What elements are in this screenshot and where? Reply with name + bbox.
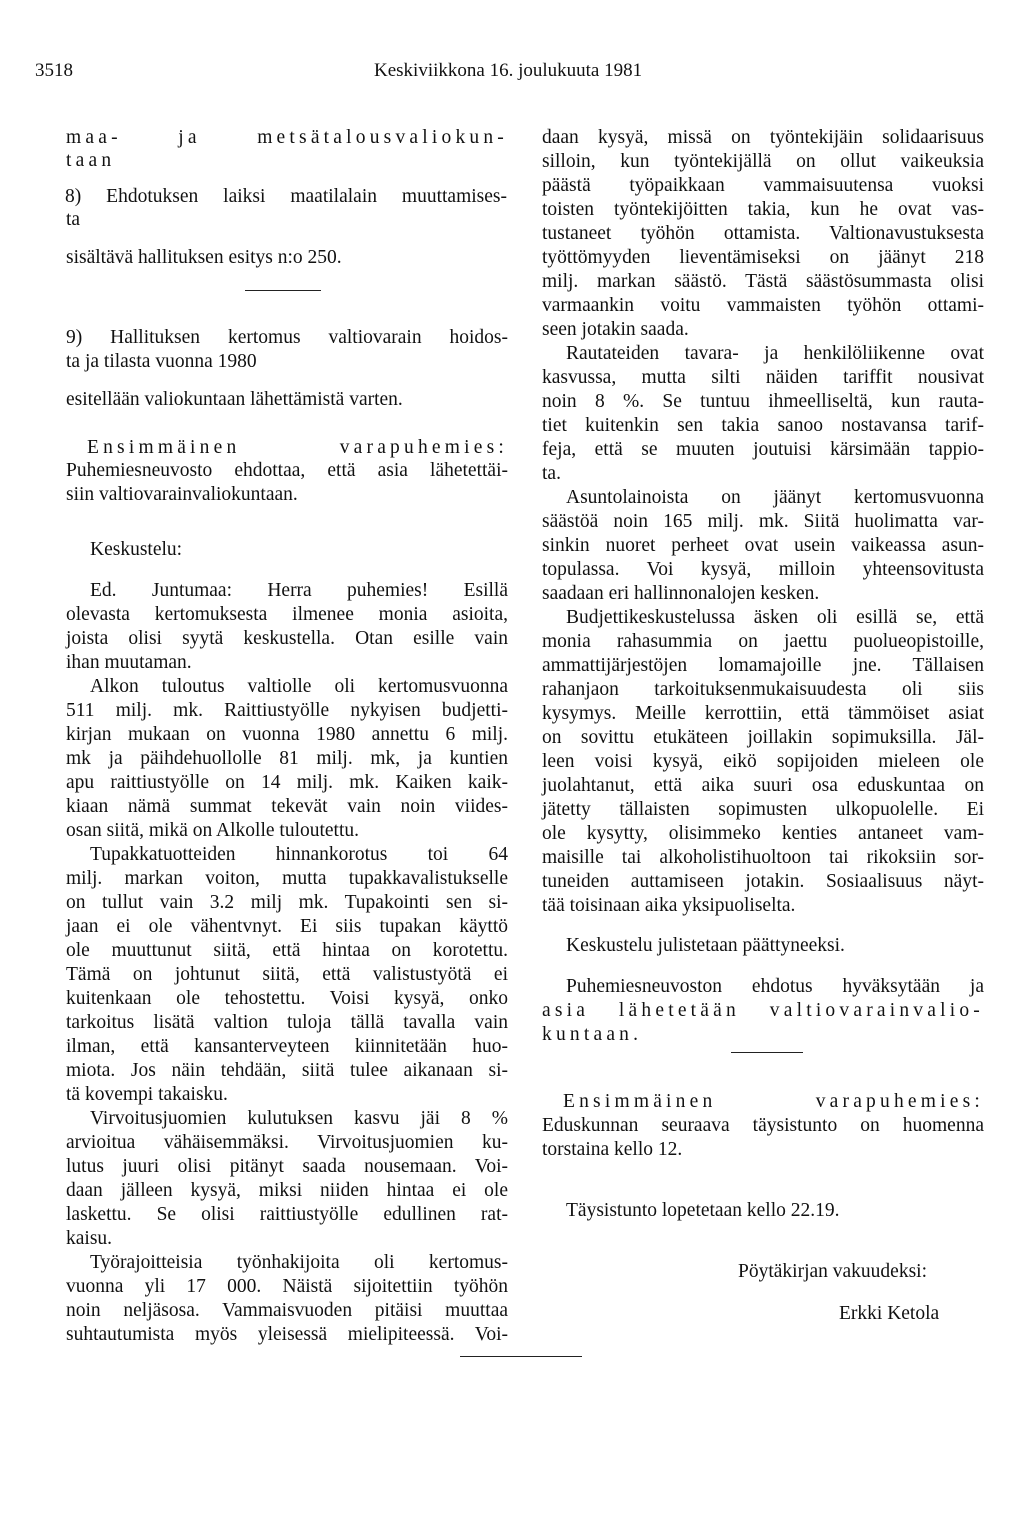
agenda-item-8-text: sisältävä hallituksen esitys n:o 250.: [66, 247, 342, 268]
section-heading: Keskustelu:: [90, 539, 183, 560]
paragraph-line: työttömyyden lieventämiseksi on jäänyt 218: [542, 247, 984, 268]
agenda-item-8-title: ta: [66, 209, 81, 230]
paragraph-line: tustaneet työhön ottamista. Valtionavustuksesta: [542, 223, 984, 244]
committee-name-line: taan: [66, 150, 116, 171]
paragraph-line: daan jälleen kysyä, miksi niiden hintaa ei ole: [66, 1180, 508, 1201]
paragraph-line: tarkoitus lisätä valtion tuloja tällä tavalla vain: [66, 1012, 508, 1033]
paragraph-line: olevasta kertomuksesta ilmenee monia asioita,: [66, 604, 508, 625]
paragraph-line: tä kovempi takaisku.: [66, 1084, 228, 1105]
paragraph-line: feja, että se muuten joutuisi kärsimään tappio-: [542, 439, 984, 460]
paragraph-line: ihan muutaman.: [66, 652, 192, 673]
paragraph-line: on sovittu etukäteen joillakin sopimuksilla. Jäl-: [542, 727, 984, 748]
agenda-item-9-title: 9) Hallituksen kertomus valtiovarain hoidos-: [66, 327, 508, 348]
paragraph-line: Eduskunnan seuraava täysistunto on huomenna: [542, 1115, 984, 1136]
paragraph-line: torstaina kello 12.: [542, 1139, 683, 1160]
decision-line: kuntaan.: [542, 1024, 643, 1045]
decision-line: asia lähetetään valtiovarainvalio-: [542, 1000, 984, 1021]
paragraph-line: lutus juuri olisi pitänyt saada nousemaan. Voi-: [66, 1156, 508, 1177]
paragraph-line: päästä työpaikkaan vammaisuutensa vuoksi: [542, 175, 984, 196]
signatory-name: Erkki Ketola: [839, 1303, 940, 1324]
paragraph-line: leen voisi kysyä, eikö sopijoiden mieleen ole: [542, 751, 984, 772]
agenda-item-9-title: ta ja tilasta vuonna 1980: [66, 351, 257, 372]
paragraph-line: osan siitä, mikä on Alkolle tuloutettu.: [66, 820, 360, 841]
paragraph-line: Asuntolainoista on jäänyt kertomusvuonna: [566, 487, 984, 508]
page-number: 3518: [35, 60, 73, 81]
paragraph-line: laskettu. Se olisi raittiustyölle edullinen rat-: [66, 1204, 508, 1225]
speaker-name: Ensimmäinen varapuhemies:: [87, 437, 508, 458]
paragraph-line: arvioitua vähäisemmäksi. Virvoitusjuomien ku-: [66, 1132, 508, 1153]
running-title: Keskiviikkona 16. joulukuuta 1981: [374, 60, 643, 81]
end-rule: [460, 1356, 582, 1357]
paragraph-line: maisille tai alkoholistihuoltoon tai rikoksiin sor-: [542, 847, 984, 868]
paragraph-line: joista olisi syytä keskustella. Otan esille vain: [66, 628, 508, 649]
paragraph-line: silloin, kun työntekijällä on ollut vaikeuksia: [542, 151, 984, 172]
paragraph-line: tiet kuitenkin sen takia sanoo nostavansa tarif-: [542, 415, 984, 436]
paragraph-line: suhtautumista myös yleisessä mielipiteessä. Voi-: [66, 1324, 508, 1345]
paragraph-line: kiaan nämä summat tekevät vain noin viides-: [66, 796, 508, 817]
paragraph-line: noin neljäsosa. Vammaisvuoden pitäisi muuttaa: [66, 1300, 508, 1321]
minutes-attestation: Pöytäkirjan vakuudeksi:: [738, 1261, 928, 1282]
paragraph-line: 511 milj. mk. Raittiustyölle nykyisen budjetti-: [66, 700, 508, 721]
paragraph-line: ta.: [542, 463, 561, 484]
paragraph-line: kuitenkaan ole tehostettu. Voisi kysyä, onko: [66, 988, 508, 1009]
paragraph-line: mk ja päihdehuollolle 81 milj. mk, ja kuntien: [66, 748, 508, 769]
paragraph-line: varmaankin voitu vammaisten työhön ottami-: [542, 295, 984, 316]
paragraph-line: juolahtanut, että aika suuri osa eduskuntaa on: [542, 775, 984, 796]
paragraph-line: monia rahasummia on jaettu puolueopistoille,: [542, 631, 984, 652]
paragraph-line: Budjettikeskustelussa äsken oli esillä se, että: [566, 607, 984, 628]
paragraph-line: vuonna yli 17 000. Näistä sijoitettiin työhön: [66, 1276, 508, 1297]
paragraph-line: on tullut vain 3.2 milj mk. Tupakointi sen si-: [66, 892, 508, 913]
paragraph-line: tuneiden auttamiseen jotakin. Sosiaalisuus näyt-: [542, 871, 984, 892]
paragraph-line: ole muuttunut siitä, että hintaa on korotettu.: [66, 940, 508, 961]
paragraph-line: säästöä noin 165 milj. mk. Siitä huolimatta var-: [542, 511, 984, 532]
section-divider: [245, 290, 321, 291]
closing-statement: Keskustelu julistetaan päättyneeksi.: [566, 935, 845, 956]
paragraph-line: tää toisinaan aika yksipuoliselta.: [542, 895, 796, 916]
paragraph-line: kaisu.: [66, 1228, 113, 1249]
paragraph-line: milj. markan voiton, mutta tupakkavalistukselle: [66, 868, 508, 889]
speaker-intro-line: Ed. Juntumaa: Herra puhemies! Esillä: [90, 580, 508, 601]
paragraph-line: Virvoitusjuomien kulutuksen kasvu jäi 8 %: [90, 1108, 508, 1129]
paragraph-line: Tämä on johtunut siitä, että valistustyötä ei: [66, 964, 508, 985]
session-closing: Täysistunto lopetetaan kello 22.19.: [566, 1200, 840, 1221]
paragraph-line: topulassa. Voi kysyä, milloin yhteensovitusta: [542, 559, 984, 580]
paragraph-line: jätetty tällaisten sopimusten ulkopuolelle. Ei: [542, 799, 984, 820]
paragraph-line: Puhemiesneuvosto ehdottaa, että asia lähetettäi-: [66, 460, 508, 481]
paragraph-line: rahanjaon tarkoituksenmukaisuudesta oli siis: [542, 679, 984, 700]
paragraph-line: saadaan eri hallinnonalojen kesken.: [542, 583, 820, 604]
paragraph-line: miota. Jos näin tehdään, siitä tulee aikanaan si-: [66, 1060, 508, 1081]
paragraph-line: kasvussa, mutta silti näiden tariffit nousivat: [542, 367, 984, 388]
decision-line: Puhemiesneuvoston ehdotus hyväksytään ja: [566, 976, 984, 997]
paragraph-line: milj. markan säästö. Tästä säästösummasta olisi: [542, 271, 984, 292]
paragraph-line: kirjan mukaan on vuonna 1980 annettu 6 milj.: [66, 724, 508, 745]
paragraph-line: daan kysyä, missä on työntekijäin solidaarisuus: [542, 127, 984, 148]
paragraph-line: siin valtiovarainvaliokuntaan.: [66, 484, 298, 505]
paragraph-line: toisten työntekijöitten takia, kun he ovat vas-: [542, 199, 984, 220]
agenda-item-9-text: esitellään valiokuntaan lähettämistä varten.: [66, 389, 403, 410]
paragraph-line: noin 8 %. Se tuntuu ihmeelliseltä, kun rauta-: [542, 391, 984, 412]
paragraph-line: Työrajoitteisia työnhakijoita oli kertomus-: [90, 1252, 508, 1273]
paragraph-line: ole kysytty, olisimmeko kenties antaneet vam-: [542, 823, 984, 844]
paragraph-line: sinkin nuoret perheet ovat usein vaikeassa asun-: [542, 535, 984, 556]
paragraph-line: Tupakkatuotteiden hinnankorotus toi 64: [90, 844, 508, 865]
committee-name-line: maa- ja metsätalousvaliokun-: [66, 127, 508, 148]
paragraph-line: kysymys. Meille kerrottiin, että tämmöiset asiat: [542, 703, 984, 724]
speaker-name: Ensimmäinen varapuhemies:: [563, 1091, 984, 1112]
agenda-item-8-title: 8) Ehdotuksen laiksi maatilalain muuttamises-: [65, 186, 507, 207]
page-header: [0, 60, 1024, 90]
section-divider: [731, 1052, 803, 1053]
paragraph-line: Rautateiden tavara- ja henkilöliikenne ovat: [566, 343, 984, 364]
paragraph-line: seen jotakin saada.: [542, 319, 689, 340]
paragraph-line: ilman, että kansanterveyteen kiinnitetään huo-: [66, 1036, 508, 1057]
paragraph-line: apu raittiustyölle on 14 milj. mk. Kaiken kaik-: [66, 772, 508, 793]
paragraph-line: ammattijärjestöjen lomamajoille jne. Tällaisen: [542, 655, 984, 676]
paragraph-line: jaan ei ole vähentvnyt. Ei siis tupakan käyttö: [66, 916, 508, 937]
paragraph-line: Alkon tuloutus valtiolle oli kertomusvuonna: [90, 676, 508, 697]
